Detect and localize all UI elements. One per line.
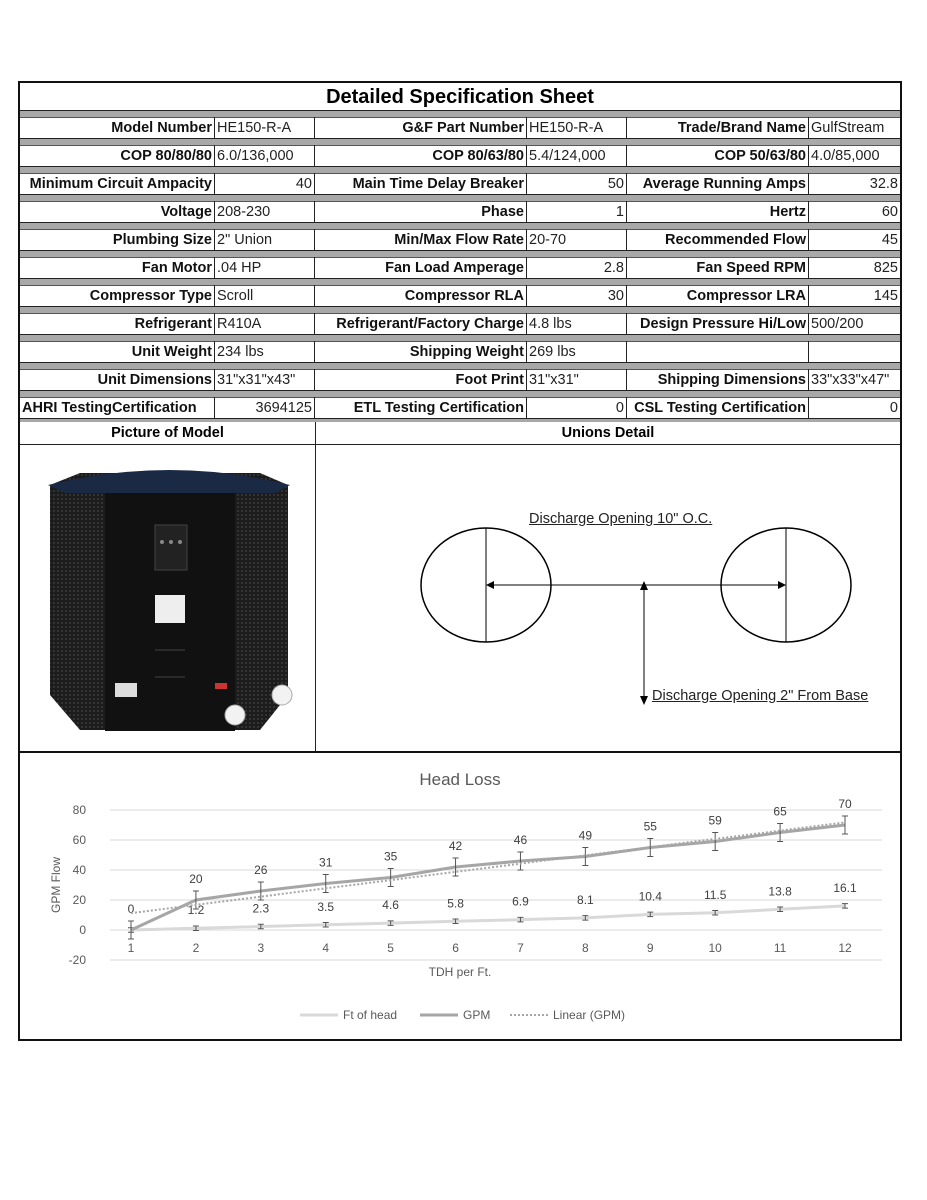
x-tick-label: 4 bbox=[322, 941, 330, 955]
data-label: 16.1 bbox=[833, 880, 857, 895]
spec-row bbox=[20, 279, 900, 307]
spec-label: Foot Print bbox=[315, 369, 527, 391]
spec-label: COP 80/80/80 bbox=[20, 145, 215, 167]
series-line-gpm bbox=[131, 825, 845, 930]
spec-value: 0 bbox=[527, 397, 627, 419]
x-tick-label: 1 bbox=[127, 941, 135, 955]
x-tick-label: 7 bbox=[517, 941, 524, 955]
spec-label: COP 80/63/80 bbox=[315, 145, 527, 167]
spec-value: 4.0/85,000 bbox=[809, 145, 900, 167]
data-label: 8.1 bbox=[577, 892, 594, 907]
spec-label: Unit Dimensions bbox=[20, 369, 215, 391]
data-label: 5.8 bbox=[447, 896, 464, 911]
spec-value: 2" Union bbox=[215, 229, 315, 251]
spec-label: Fan Motor bbox=[20, 257, 215, 279]
chart-title: Head Loss bbox=[419, 770, 501, 789]
data-label: 55 bbox=[643, 819, 657, 834]
x-tick-label: 11 bbox=[773, 941, 787, 955]
spec-row bbox=[20, 139, 900, 167]
spec-label: ETL Testing Certification bbox=[315, 397, 527, 419]
spec-value: 208-230 bbox=[215, 201, 315, 223]
sheet-title: Detailed Specification Sheet bbox=[20, 83, 900, 111]
data-label: 0 bbox=[127, 902, 135, 916]
spec-value: 269 lbs bbox=[527, 341, 627, 363]
spec-label: Phase bbox=[315, 201, 527, 223]
legend-label: Linear (GPM) bbox=[553, 1008, 626, 1022]
spec-label: Shipping Weight bbox=[315, 341, 527, 363]
spec-value bbox=[809, 341, 900, 363]
spec-value: 0 bbox=[809, 397, 900, 419]
spec-row bbox=[20, 363, 900, 391]
data-label: 49 bbox=[578, 828, 593, 843]
spec-value: 500/200 bbox=[809, 313, 900, 335]
y-tick-label: 20 bbox=[72, 893, 86, 907]
spec-value: 33"x33"x47" bbox=[809, 369, 900, 391]
spec-value: 5.4/124,000 bbox=[527, 145, 627, 167]
head-loss-chart bbox=[20, 753, 900, 1039]
spec-value: 45 bbox=[809, 229, 900, 251]
y-tick-label: -20 bbox=[68, 953, 86, 967]
data-label: 35 bbox=[383, 849, 398, 864]
spec-label: COP 50/63/80 bbox=[627, 145, 809, 167]
spec-value: Scroll bbox=[215, 285, 315, 307]
data-label: 10.4 bbox=[638, 889, 662, 904]
spec-value: 4.8 lbs bbox=[527, 313, 627, 335]
spec-label: Trade/Brand Name bbox=[627, 117, 809, 139]
spec-row bbox=[20, 111, 900, 139]
spec-value: 31"x31"x43" bbox=[215, 369, 315, 391]
data-label: 2.3 bbox=[252, 901, 270, 916]
unions-diagram bbox=[316, 445, 900, 751]
spec-row bbox=[20, 195, 900, 223]
section-headers bbox=[20, 419, 900, 445]
spec-value: 145 bbox=[809, 285, 900, 307]
data-label: 31 bbox=[319, 855, 333, 870]
x-tick-label: 8 bbox=[582, 941, 589, 955]
x-tick-label: 3 bbox=[257, 941, 265, 955]
data-label: 59 bbox=[708, 813, 722, 828]
legend-label: Ft of head bbox=[343, 1008, 398, 1022]
unions-header: Unions Detail bbox=[561, 425, 655, 441]
spec-label: Voltage bbox=[20, 201, 215, 223]
data-label: 20 bbox=[189, 872, 203, 886]
spec-label: Fan Speed RPM bbox=[627, 257, 809, 279]
spec-value: 50 bbox=[527, 173, 627, 195]
spec-label: Compressor RLA bbox=[315, 285, 527, 307]
x-tick-label: 2 bbox=[192, 941, 200, 955]
x-tick-label: 12 bbox=[838, 941, 852, 955]
x-tick-label: 9 bbox=[646, 941, 654, 955]
data-label: 46 bbox=[513, 833, 528, 847]
y-tick-label: 40 bbox=[72, 863, 86, 877]
data-label: 42 bbox=[448, 839, 463, 853]
spec-label: Unit Weight bbox=[20, 341, 215, 363]
spec-label: Hertz bbox=[627, 201, 809, 223]
spec-value: 40 bbox=[215, 173, 315, 195]
spec-label: Design Pressure Hi/Low bbox=[627, 313, 809, 335]
spec-value: .04 HP bbox=[215, 257, 315, 279]
spec-value: 3694125 bbox=[215, 397, 315, 419]
spec-label: Recommended Flow bbox=[627, 229, 809, 251]
spec-value: HE150-R-A bbox=[527, 117, 627, 139]
data-label: 6.9 bbox=[512, 894, 529, 909]
spec-row bbox=[20, 167, 900, 195]
picture-header: Picture of Model bbox=[20, 422, 316, 444]
spec-row bbox=[20, 307, 900, 335]
x-axis-label: TDH per Ft. bbox=[428, 965, 492, 979]
data-label: 13.8 bbox=[768, 884, 792, 899]
spec-row bbox=[20, 223, 900, 251]
spec-value: HE150-R-A bbox=[215, 117, 315, 139]
spec-label: Compressor LRA bbox=[627, 285, 809, 307]
x-tick-label: 5 bbox=[387, 941, 394, 955]
spec-label: Fan Load Amperage bbox=[315, 257, 527, 279]
spec-value: 31"x31" bbox=[527, 369, 627, 391]
data-label: 1.2 bbox=[187, 903, 205, 918]
spec-value: R410A bbox=[215, 313, 315, 335]
spec-value: 60 bbox=[809, 201, 900, 223]
spec-sheet bbox=[18, 81, 902, 1041]
spec-value: GulfStream bbox=[809, 117, 900, 139]
x-tick-label: 6 bbox=[452, 941, 459, 955]
spec-row bbox=[20, 251, 900, 279]
spec-value: 6.0/136,000 bbox=[215, 145, 315, 167]
spec-row bbox=[20, 391, 900, 419]
spec-value: 20-70 bbox=[527, 229, 627, 251]
spec-label: Model Number bbox=[20, 117, 215, 139]
data-label: 26 bbox=[254, 863, 268, 877]
spec-value: 1 bbox=[527, 201, 627, 223]
spec-value: 825 bbox=[809, 257, 900, 279]
y-tick-label: 60 bbox=[72, 833, 86, 847]
spec-label bbox=[627, 341, 809, 363]
data-label: 4.6 bbox=[382, 898, 399, 913]
heat-pump-image bbox=[20, 445, 315, 751]
discharge-oc-label: Discharge Opening 10" O.C. bbox=[529, 511, 713, 527]
spec-value: 32.8 bbox=[809, 173, 900, 195]
spec-label: Min/Max Flow Rate bbox=[315, 229, 527, 251]
discharge-base-label: Discharge Opening 2" From Base bbox=[652, 688, 869, 704]
spec-row bbox=[20, 335, 900, 363]
model-picture bbox=[20, 445, 316, 751]
spec-label: Average Running Amps bbox=[627, 173, 809, 195]
y-tick-label: 0 bbox=[79, 923, 86, 937]
spec-label: Refrigerant/Factory Charge bbox=[315, 313, 527, 335]
spec-label: Compressor Type bbox=[20, 285, 215, 307]
y-axis-label: GPM Flow bbox=[49, 856, 63, 914]
spec-value: 2.8 bbox=[527, 257, 627, 279]
series-line-ft-of-head bbox=[131, 906, 845, 930]
spec-label: Shipping Dimensions bbox=[627, 369, 809, 391]
data-label: 3.5 bbox=[317, 899, 335, 914]
spec-label: G&F Part Number bbox=[315, 117, 527, 139]
spec-value: 234 lbs bbox=[215, 341, 315, 363]
x-tick-label: 10 bbox=[708, 941, 722, 955]
y-tick-label: 80 bbox=[72, 803, 86, 817]
data-label: 65 bbox=[773, 804, 787, 819]
spec-label: Minimum Circuit Ampacity bbox=[20, 173, 215, 195]
data-label: 70 bbox=[838, 797, 852, 811]
legend-label: GPM bbox=[463, 1008, 491, 1022]
data-label: 11.5 bbox=[703, 887, 727, 902]
spec-label: Plumbing Size bbox=[20, 229, 215, 251]
spec-label: AHRI TestingCertification bbox=[20, 397, 215, 419]
spec-label: Main Time Delay Breaker bbox=[315, 173, 527, 195]
spec-value: 30 bbox=[527, 285, 627, 307]
spec-label: CSL Testing Certification bbox=[627, 397, 809, 419]
spec-label: Refrigerant bbox=[20, 313, 215, 335]
